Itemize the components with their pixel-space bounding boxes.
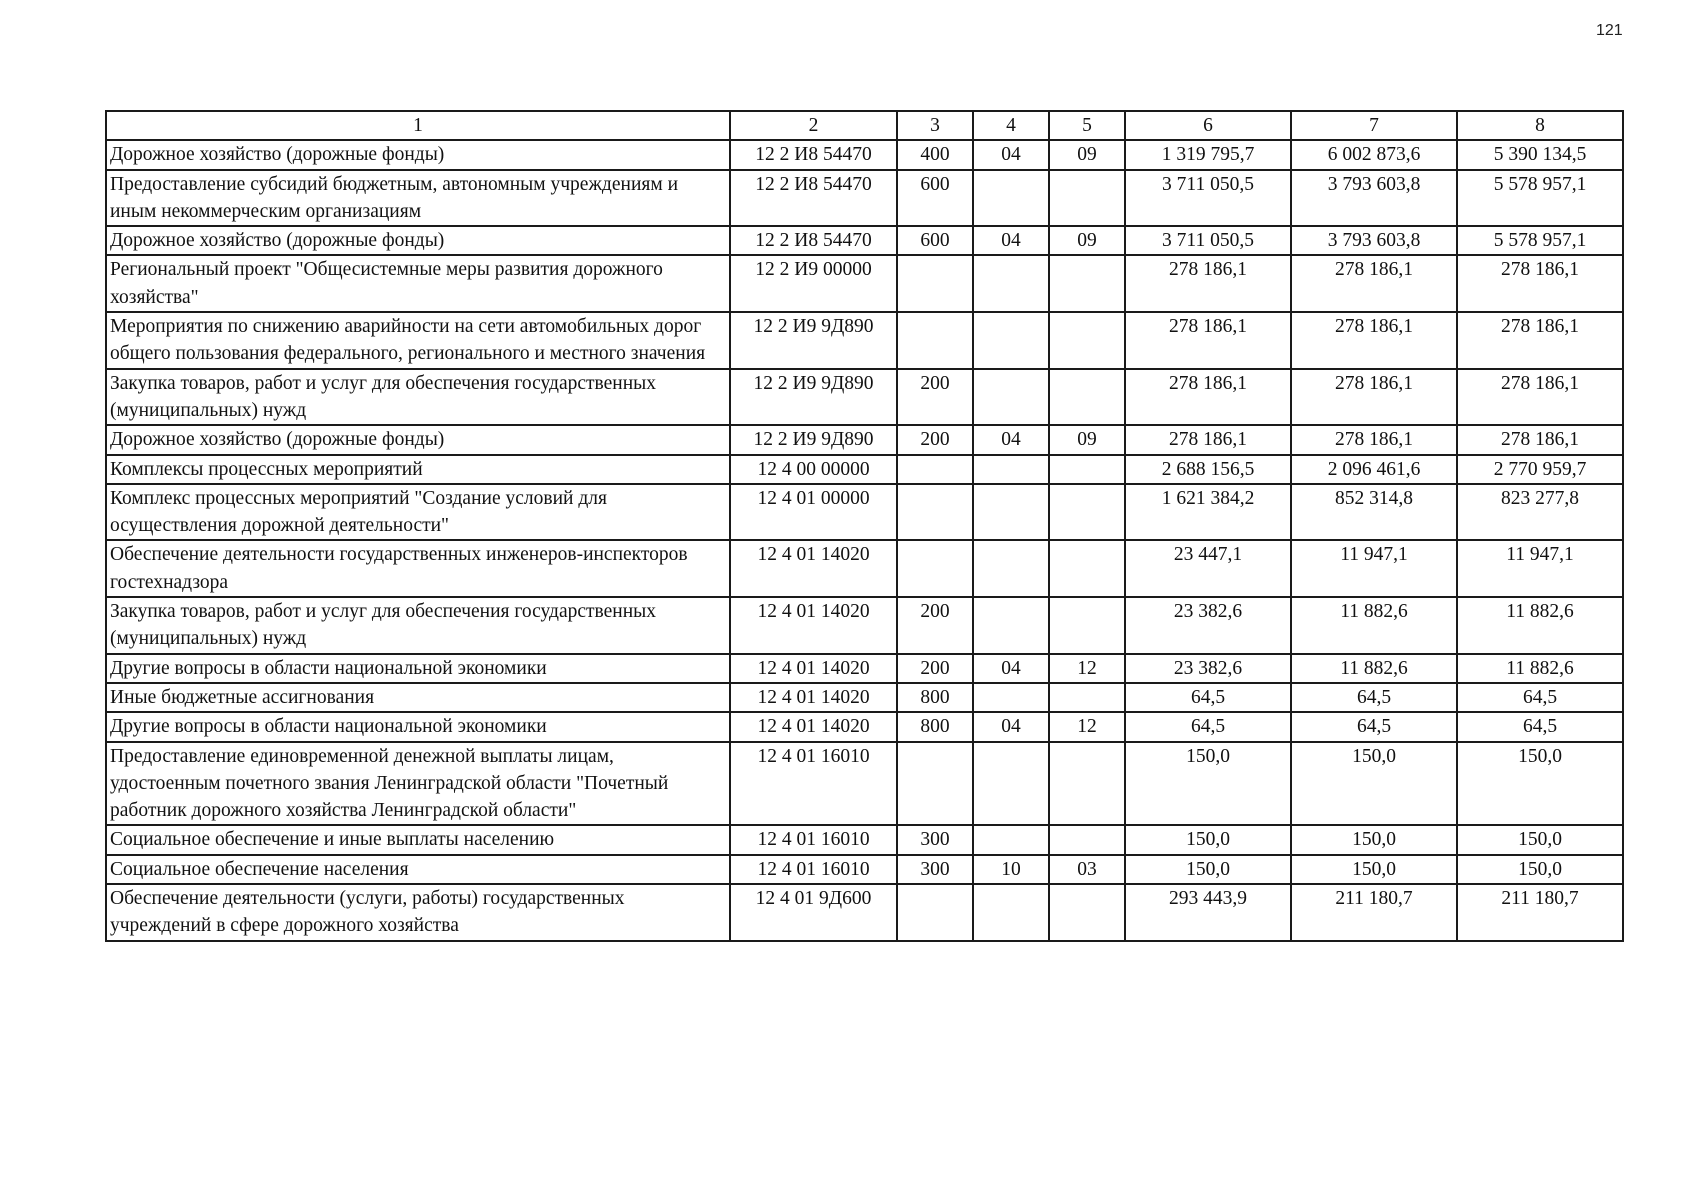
subsection-code: 09 xyxy=(1049,425,1125,454)
amount-col-8: 278 186,1 xyxy=(1457,255,1623,312)
target-article-code: 12 4 01 16010 xyxy=(730,742,897,826)
target-article-code: 12 4 01 14020 xyxy=(730,654,897,683)
subsection-code xyxy=(1049,825,1125,854)
expense-type-code: 200 xyxy=(897,425,973,454)
amount-col-7: 150,0 xyxy=(1291,742,1457,826)
amount-col-6: 278 186,1 xyxy=(1125,369,1291,426)
expense-type-code xyxy=(897,255,973,312)
row-name: Закупка товаров, работ и услуг для обеспечения государственных (муниципальных) нужд xyxy=(106,597,730,654)
subsection-code xyxy=(1049,255,1125,312)
amount-col-7: 150,0 xyxy=(1291,825,1457,854)
amount-col-7: 3 793 603,8 xyxy=(1291,170,1457,227)
target-article-code: 12 4 01 14020 xyxy=(730,540,897,597)
section-code xyxy=(973,455,1049,484)
amount-col-6: 1 319 795,7 xyxy=(1125,140,1291,169)
amount-col-7: 64,5 xyxy=(1291,712,1457,741)
row-name: Предоставление субсидий бюджетным, автономным учреждениям и иным некоммерческим организациям xyxy=(106,170,730,227)
target-article-code: 12 4 01 16010 xyxy=(730,855,897,884)
section-code xyxy=(973,540,1049,597)
target-article-code: 12 4 01 14020 xyxy=(730,712,897,741)
table-row xyxy=(106,597,1623,654)
target-article-code: 12 2 И9 9Д890 xyxy=(730,312,897,369)
amount-col-6: 23 382,6 xyxy=(1125,597,1291,654)
row-name: Предоставление единовременной денежной выплаты лицам, удостоенным почетного звания Ленинградской области "Почетный работник дорожного хозяйства Ленинградской области" xyxy=(106,742,730,826)
expense-type-code: 300 xyxy=(897,855,973,884)
table-row xyxy=(106,369,1623,426)
amount-col-6: 23 447,1 xyxy=(1125,540,1291,597)
section-code xyxy=(973,742,1049,826)
amount-col-6: 3 711 050,5 xyxy=(1125,226,1291,255)
amount-col-7: 3 793 603,8 xyxy=(1291,226,1457,255)
section-code: 04 xyxy=(973,140,1049,169)
expense-type-code: 800 xyxy=(897,683,973,712)
target-article-code: 12 4 01 14020 xyxy=(730,683,897,712)
section-code: 04 xyxy=(973,712,1049,741)
amount-col-8: 278 186,1 xyxy=(1457,369,1623,426)
column-header: 5 xyxy=(1049,111,1125,140)
target-article-code: 12 2 И9 9Д890 xyxy=(730,425,897,454)
expense-type-code: 800 xyxy=(897,712,973,741)
row-name: Мероприятия по снижению аварийности на сети автомобильных дорог общего пользования федерального, регионального и местного значения xyxy=(106,312,730,369)
table-row xyxy=(106,654,1623,683)
target-article-code: 12 2 И8 54470 xyxy=(730,226,897,255)
column-header: 8 xyxy=(1457,111,1623,140)
amount-col-6: 23 382,6 xyxy=(1125,654,1291,683)
section-code: 10 xyxy=(973,855,1049,884)
row-name: Региональный проект "Общесистемные меры развития дорожного хозяйства" xyxy=(106,255,730,312)
table-row xyxy=(106,255,1623,312)
amount-col-7: 852 314,8 xyxy=(1291,484,1457,541)
subsection-code: 12 xyxy=(1049,712,1125,741)
amount-col-8: 150,0 xyxy=(1457,825,1623,854)
amount-col-8: 11 882,6 xyxy=(1457,597,1623,654)
column-header: 6 xyxy=(1125,111,1291,140)
amount-col-6: 293 443,9 xyxy=(1125,884,1291,941)
table-row xyxy=(106,855,1623,884)
amount-col-7: 2 096 461,6 xyxy=(1291,455,1457,484)
section-code xyxy=(973,597,1049,654)
page-number: 121 xyxy=(1596,22,1623,39)
amount-col-7: 11 882,6 xyxy=(1291,597,1457,654)
subsection-code xyxy=(1049,369,1125,426)
table-row xyxy=(106,712,1623,741)
target-article-code: 12 4 01 14020 xyxy=(730,597,897,654)
amount-col-8: 278 186,1 xyxy=(1457,425,1623,454)
expense-type-code: 300 xyxy=(897,825,973,854)
budget-table xyxy=(105,110,1624,942)
amount-col-6: 278 186,1 xyxy=(1125,425,1291,454)
expense-type-code xyxy=(897,742,973,826)
subsection-code xyxy=(1049,683,1125,712)
amount-col-8: 278 186,1 xyxy=(1457,312,1623,369)
section-code: 04 xyxy=(973,425,1049,454)
expense-type-code xyxy=(897,484,973,541)
amount-col-6: 150,0 xyxy=(1125,825,1291,854)
expense-type-code xyxy=(897,455,973,484)
table-row xyxy=(106,140,1623,169)
section-code xyxy=(973,369,1049,426)
target-article-code: 12 2 И8 54470 xyxy=(730,170,897,227)
expense-type-code: 200 xyxy=(897,654,973,683)
row-name: Обеспечение деятельности (услуги, работы) государственных учреждений в сфере дорожного хозяйства xyxy=(106,884,730,941)
amount-col-8: 5 578 957,1 xyxy=(1457,226,1623,255)
amount-col-8: 64,5 xyxy=(1457,683,1623,712)
amount-col-7: 6 002 873,6 xyxy=(1291,140,1457,169)
amount-col-8: 64,5 xyxy=(1457,712,1623,741)
table-row xyxy=(106,170,1623,227)
amount-col-6: 150,0 xyxy=(1125,742,1291,826)
table-row xyxy=(106,312,1623,369)
row-name: Закупка товаров, работ и услуг для обеспечения государственных (муниципальных) нужд xyxy=(106,369,730,426)
amount-col-6: 1 621 384,2 xyxy=(1125,484,1291,541)
subsection-code xyxy=(1049,884,1125,941)
expense-type-code: 200 xyxy=(897,597,973,654)
expense-type-code: 200 xyxy=(897,369,973,426)
amount-col-7: 64,5 xyxy=(1291,683,1457,712)
section-code xyxy=(973,825,1049,854)
expense-type-code: 400 xyxy=(897,140,973,169)
table-row xyxy=(106,683,1623,712)
row-name: Обеспечение деятельности государственных инженеров-инспекторов гостехнадзора xyxy=(106,540,730,597)
table-row xyxy=(106,226,1623,255)
amount-col-6: 2 688 156,5 xyxy=(1125,455,1291,484)
table-row xyxy=(106,742,1623,826)
subsection-code xyxy=(1049,312,1125,369)
column-header: 7 xyxy=(1291,111,1457,140)
amount-col-8: 150,0 xyxy=(1457,855,1623,884)
amount-col-7: 150,0 xyxy=(1291,855,1457,884)
amount-col-7: 278 186,1 xyxy=(1291,255,1457,312)
target-article-code: 12 2 И9 00000 xyxy=(730,255,897,312)
amount-col-7: 278 186,1 xyxy=(1291,312,1457,369)
column-header: 1 xyxy=(106,111,730,140)
column-header: 3 xyxy=(897,111,973,140)
target-article-code: 12 4 01 9Д600 xyxy=(730,884,897,941)
table-row xyxy=(106,884,1623,941)
row-name: Комплексы процессных мероприятий xyxy=(106,455,730,484)
amount-col-6: 278 186,1 xyxy=(1125,312,1291,369)
expense-type-code xyxy=(897,884,973,941)
subsection-code: 12 xyxy=(1049,654,1125,683)
amount-col-8: 5 578 957,1 xyxy=(1457,170,1623,227)
table-row xyxy=(106,540,1623,597)
section-code xyxy=(973,312,1049,369)
amount-col-6: 278 186,1 xyxy=(1125,255,1291,312)
expense-type-code: 600 xyxy=(897,226,973,255)
subsection-code xyxy=(1049,170,1125,227)
target-article-code: 12 4 00 00000 xyxy=(730,455,897,484)
expense-type-code xyxy=(897,540,973,597)
amount-col-6: 3 711 050,5 xyxy=(1125,170,1291,227)
column-header: 4 xyxy=(973,111,1049,140)
table-body xyxy=(106,140,1623,940)
subsection-code xyxy=(1049,540,1125,597)
subsection-code: 09 xyxy=(1049,226,1125,255)
amount-col-8: 2 770 959,7 xyxy=(1457,455,1623,484)
amount-col-8: 5 390 134,5 xyxy=(1457,140,1623,169)
target-article-code: 12 2 И8 54470 xyxy=(730,140,897,169)
amount-col-8: 211 180,7 xyxy=(1457,884,1623,941)
subsection-code xyxy=(1049,455,1125,484)
row-name: Иные бюджетные ассигнования xyxy=(106,683,730,712)
row-name: Социальное обеспечение населения xyxy=(106,855,730,884)
subsection-code: 09 xyxy=(1049,140,1125,169)
row-name: Дорожное хозяйство (дорожные фонды) xyxy=(106,226,730,255)
amount-col-7: 278 186,1 xyxy=(1291,425,1457,454)
table-row xyxy=(106,425,1623,454)
amount-col-6: 150,0 xyxy=(1125,855,1291,884)
expense-type-code xyxy=(897,312,973,369)
amount-col-7: 278 186,1 xyxy=(1291,369,1457,426)
row-name: Другие вопросы в области национальной экономики xyxy=(106,654,730,683)
row-name: Социальное обеспечение и иные выплаты населению xyxy=(106,825,730,854)
row-name: Другие вопросы в области национальной экономики xyxy=(106,712,730,741)
row-name: Комплекс процессных мероприятий "Создание условий для осуществления дорожной деятельности" xyxy=(106,484,730,541)
target-article-code: 12 4 01 00000 xyxy=(730,484,897,541)
section-code xyxy=(973,255,1049,312)
target-article-code: 12 4 01 16010 xyxy=(730,825,897,854)
section-code xyxy=(973,170,1049,227)
amount-col-6: 64,5 xyxy=(1125,712,1291,741)
section-code xyxy=(973,683,1049,712)
amount-col-8: 11 882,6 xyxy=(1457,654,1623,683)
row-name: Дорожное хозяйство (дорожные фонды) xyxy=(106,425,730,454)
amount-col-8: 150,0 xyxy=(1457,742,1623,826)
amount-col-7: 211 180,7 xyxy=(1291,884,1457,941)
table-row xyxy=(106,825,1623,854)
subsection-code xyxy=(1049,742,1125,826)
section-code xyxy=(973,484,1049,541)
subsection-code xyxy=(1049,484,1125,541)
expense-type-code: 600 xyxy=(897,170,973,227)
section-code: 04 xyxy=(973,226,1049,255)
section-code: 04 xyxy=(973,654,1049,683)
amount-col-6: 64,5 xyxy=(1125,683,1291,712)
table-row xyxy=(106,484,1623,541)
amount-col-7: 11 882,6 xyxy=(1291,654,1457,683)
amount-col-7: 11 947,1 xyxy=(1291,540,1457,597)
section-code xyxy=(973,884,1049,941)
subsection-code: 03 xyxy=(1049,855,1125,884)
column-header: 2 xyxy=(730,111,897,140)
header-row xyxy=(106,111,1623,140)
row-name: Дорожное хозяйство (дорожные фонды) xyxy=(106,140,730,169)
subsection-code xyxy=(1049,597,1125,654)
amount-col-8: 11 947,1 xyxy=(1457,540,1623,597)
amount-col-8: 823 277,8 xyxy=(1457,484,1623,541)
target-article-code: 12 2 И9 9Д890 xyxy=(730,369,897,426)
table-row xyxy=(106,455,1623,484)
